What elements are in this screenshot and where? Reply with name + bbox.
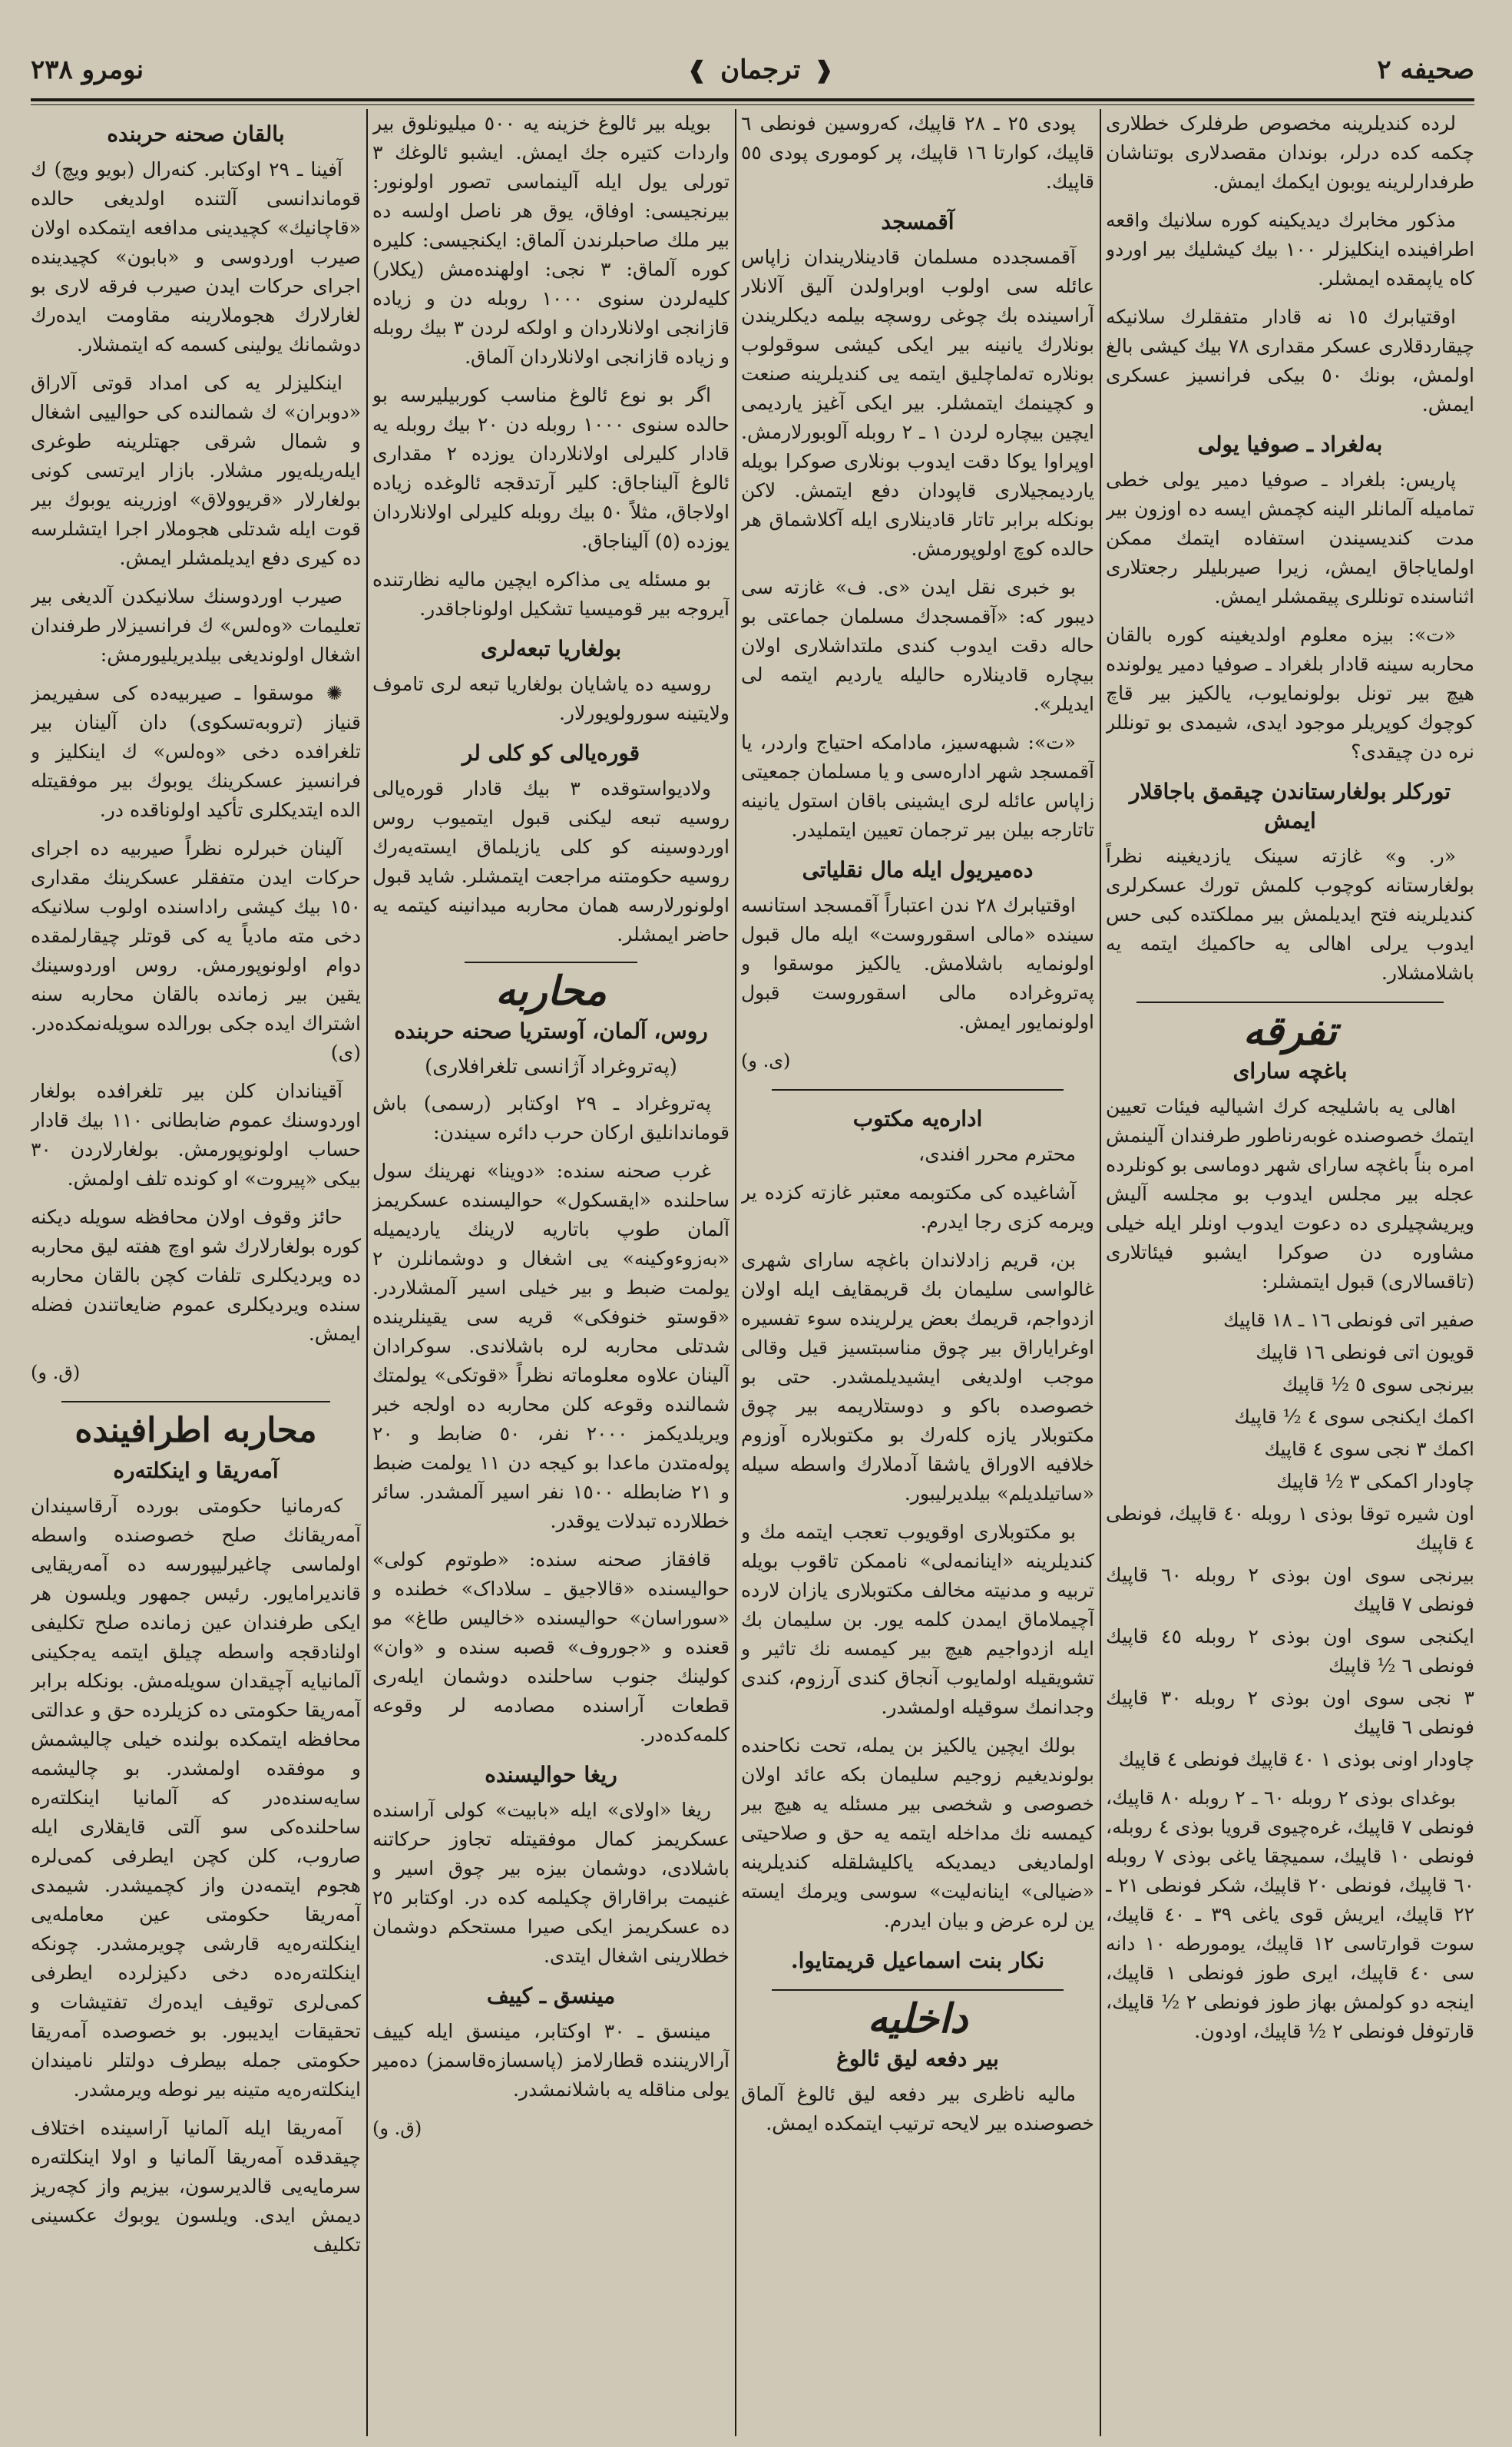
price-item: قویون اتی فونطی ١٦ قاپیك [1256,1341,1474,1363]
section-divider [1136,1002,1444,1003]
article-paragraph: مذکور مخابرك دیدیکینه کوره سلانیك واقعه اطرافینده اینکلیزلر ١٠٠ بیك کیشلیك بیر اوردو کاه یاپمقده ایمشلر. [1106,209,1474,290]
article-paragraph: اوقتیابرك ٢٨ ندن اعتباراً آقمسجد استانسه سینده «مالی اسقوروست» ایله مال قبول اولونمایه باشلامش. یالکیز موسقوا و پەتروغراده مالی اسقوروست قبول اولونمایور ایمش. [741,894,1094,1033]
article-paragraph: کەرمانیا حکومتی بورده آرقاسیندان آمەریقانك صلح خصوصنده واسطه اولماسی چاغیرلیپورسه ده آمەریقایی قاندیرامایور. رئیس جمهور ویلسون هر ایکی طرفندان عین زمانده صلح تکلیفی اولنادقجه واسطه چیلق ایتمه یه‌جکینی آلمانیایه آچیقدان سویله‌مش. بونکله برابر آمەریقا حکومتی ده کزیلرده حق و عدالتی محافظه ایتمکده بولنده خیلی چالیشمش و موفقده اولمشدر. بو چالیشمه سایه‌سنده‌در که آلمانیا اینکلتەره ساحلنده‌کی سو آلتی قایقلاری ایله صاروب، کلن کچن ایطرفی کمی‌لره هجوم ایتمه‌دن واز کچمیشدر. شیمدی آمەریقا حکومتی عین معامله‌یی اینکلتەره‌یه قارشی چویرمشدر. چونکه اینکلتەره‌ده دخی دکیزلرده ایطرفی کمی‌لری توقیف ایدەرك تفتیشات و تحقیقات ایدیبور. بو خصوصده آمەریقا حکومتی جمله بیطرف دولتلر نامیندان اینکلتەره‌یه متینه بیر نوطه ویرمشدر. [31,1495,361,2101]
column-divider [735,109,736,2436]
headline-korean-volunteers: قورەیالی کو کلی لر [462,740,640,766]
article-paragraph: «ر. و» غازته سینک یازدیغینه نظراً بولغارستانه کوچوب کلمش تورك عسکرلری کندیلرینه فتح ایدیلمش بیر مملکتده کبی حس ایدوب یرلی اهالی یه حاکمیك ایتمه یه باشلامشلار. [1106,845,1474,984]
page-header [31,43,1474,97]
header-rule [31,98,1474,101]
article-paragraph: بو مکتوبلاری اوقویوب تعجب ایتمه مك و کندیلرینه «اینانمه‌لی» ناممکن تاقوب بویله تربیه و مدنیته مخالف مکتوبلاری یازان لارده آچیملاماق ایمدن کلمه یور. بن سلیمان بك ایله ازدواجیم هیچ بیر کیمسه نك تاثیر و تشویقیله اولمایوب آنجاق کندی آرزوم، کندی وجدانمك سوقیله اولمشدر. [741,1521,1094,1718]
column-divider [366,109,368,2436]
price-list [1106,1306,1474,1774]
article-paragraph: مالیه ناظری بیر دفعه لیق ئالوغ آلماق خصوصنده بیر لایحه ترتیب ایتمکده ایمش. [741,2083,1094,2134]
price-item: چاودار اکمکی ٣ ½ قاپیك [1276,1470,1474,1492]
article-paragraph: اینکلیزلر یه کی امداد قوتی آلاراق «دوبران» ك شمالنده کی حوالییی اشغال و شمال شرقی جهتلرینه طوغری ایلەریلەیور مشلار. بازار ایرتسی کونی بولغارلار «قریوولاق» اوزرینه یوبوك بیر قوت ایله شدتلی هجوملار اجرا ایتشلرسه ده کیری دفع ایدیلمشلر ایمش. [31,372,361,569]
article-paragraph: پودی ٢٥ ـ ٢٨ قاپیك، کەروسین فونطی ٦ قاپیك، کوارتا ١٦ قاپیك، پر کوموری پودی ٥٥ قاپیك. [741,112,1094,193]
price-item: اکمك ٣ نجی سوی ٤ قاپیك [1264,1438,1474,1460]
article-paragraph: آمەریقا ایله آلمانیا آراسینده اختلاف چیقدقده آمەریقا آلمانیا و اولا اینکلتەره سرمایه‌یی قالدیرسون، بیزیم واز کچەریز دیمش ایدی. ویلسون یوبوك عکسینی تکلیف [31,2117,361,2256]
article-paragraph: اگر بو نوع ئالوغ مناسب کوربیلیرسه بو حالده سنوی ١٠٠٠ روبله دن ٢٠ بیك روبله یه قادار کلیرلی اولانلاردان یوزده ٢ مقداری ئالوغ آلیناجاق: کلیر آرتدقجه ئالوغده زیاده اولاجاق، مثلاً ٥٠ بیك روبله کلیرلی اولانلاردان یوزده (٥) آلیناجاق. [372,384,730,552]
article-paragraph: اوقتیابرك ١٥ نه قادار متفقلرك سلانیکه چیقاردقلاری عسکر مقداری ٧٨ بیك کیشی بالغ اولمش، بونك ٥٠ بیکی فرانسیز عسکری ایمش. [1106,306,1474,416]
article-text: موسقوا ـ صیربیه‌ده کی سفیریمز قنیاز (تروبەتسکوی) دان آلینان بیر تلغرافده دخی «وەلس» ك اینکلیز و فرانسیز عسکرینك یوبوك بیر موفقیتله الده ایتدیکلری تأکید اولوناقده در. [31,682,361,821]
column-4 [31,109,361,2436]
price-item: اکمك ایکنجی سوی ٤ ½ قاپیك [1234,1406,1474,1428]
article-signature: (ق. و) [31,1362,81,1383]
dispatch-source: (پەتروغراد آژانسی تلغرافلاری) [425,1055,677,1078]
price-item: بیرنجی سوی ٥ ½ قاپیك [1282,1373,1474,1396]
column-3 [372,109,730,2436]
masthead [687,55,834,85]
article-paragraph: بولك ایچین یالکیز بن یملە، تحت نکاحنده بولوندیغیم زوجیم سلیمان بکه عائد اولان خصوصی و شخصی بیر مسئله یه هیچ بیر کیمسه نك مداخله ایتمه یه حق و صلاحیتی اولمادیغی دیمدیکه یاکلیشلقله کندیلرینه «ضیالی» اینانه‌لیت» سوسی ویرمك ایسته ین لره عرض و بیان ایدرم. [741,1734,1094,1932]
section-title-war: محاربه [495,968,607,1015]
issue-number: نومرو ٢٣٨ [31,55,144,85]
headline-balkan-front: بالقان صحنه حربنده [107,121,285,147]
headline-around-war: محاربه اطرافینده [74,1411,317,1450]
headline-turks-bulgaria: تورکلر بولغارستاندن چیقمق باجاقلار ایمش [1129,779,1451,833]
article-paragraph: پەتروغراد ـ ٢٩ اوکتابر (رسمی) باش قوماندانلیق ارکان حرب دائره سیندن: [372,1092,730,1144]
column-divider [1100,109,1101,2436]
article-paragraph: «ت»: شبهه‌سیز، مادامکه احتیاج واردر، یا آقمسجد شهر ادارەسی و یا مسلمان جمعیتی زاپاس عائله لری ایشینی باقان استول یانینه تاتارجه بیلن بیر ترجمان تعیین ایتملیدر. [741,731,1094,841]
article-signature: (ق. و) [372,2118,422,2139]
headline-belgrad-sofia: بەلغراد ـ صوفیا یولی [1197,432,1383,457]
headline-railway-freight: دەمیریول ایله مال نقلیاتی [802,857,1034,882]
article-paragraph: آقمسجدده مسلمان قادینلاریندان زاپاس عائله سی اولوب اوبراولدن آلیق آلانلار آراسینده بك چوغی روسچه بیلمه دیکلریندن بونلارك یانینه بیر ایکی کیشی سوقولوب بونلاره تەلماچلیق ایتمه یی کندیلرینه صنعت و کچینمك ایتمشلر. بیر ایکی آغیز یاردیمی ایچین بیچاره لردن ١ ـ ٢ روبله آلوبورلارمش. اوپراوا یوکا دقت ایدوب بونلاری صوکرا بویله یاردیمجیلاری قاپودان دفع ایتمش. لاکن بونکله برابر تاتار قادینلاری ایله آکلاشماق هر حالده کوچ اولوپورمش. [741,246,1094,560]
headline-war-front: روس، آلمان، آوستریا صحنه حربنده [394,1018,708,1044]
ornament-left-icon: ❰ [687,56,707,84]
article-paragraph: غرب صحنه سنده: «دوینا» نهرینك سول ساحلنده «ایقسکول» حوالیسنده عسکریمز آلمان طوپ باتاریه لارینك یاردیمیله «بەزوءوکینه» یی اشغال و دوشمانلرن ٢ یولمت ضبط و بیر خیلی اسیر آلمشلاردر. «قوستو خنوفکی» قریه سی یقینلرینده شدتلی محاربه لره باشلاندی. سوکرادان آلینان علاوه معلوماته نظراً «قوتکی» یولمتك شمالنده وقوعه کلن محاربه ده اولجه خبر ویریلدیکمز ٢٠٠٠ نفر، ٥٠ ضابط و ٢٠ پولەمتدن ماعدا بو کیجه دن ١١ یولمت ضبط و ٢١ ضابطله ١٥٠٠ نفر اسیر آلمشدر. سائر خطلارده تبدلات یوقدر. [372,1160,730,1532]
headline-bagchesaray: باغچه سارای [1232,1058,1348,1084]
article-paragraph: بن، قریم زادلاندان باغچه سارای شهری غالواسی سلیمان بك قریمقایف ایله اولان ازدواجم، قریمك بعض یرلرینده سوء تفسیره اوغرایاراق بیر چوق مناسبتسیز قیل وقالی موجب اولدیغی ایشیدیلمشدر. حتی بو خصوصده باکو و دوستلاریمه بیر چوق مکتوبلار یازه کلەرك بو مکتوبلاره آوزوم خلافیه الاوراق یاشقا آدملارك واسطه سیله «ساتیلدیلم» بیلدیرلیبور. [741,1249,1094,1505]
article-paragraph [31,679,361,825]
headline-aqmesjid: آقمسجد [881,209,955,234]
article-paragraph: روسیه ده یاشایان بولغاریا تبعه لری تاموف ولایتینه سورولویورلار. [372,673,730,724]
section-divider [61,1401,330,1402]
article-paragraph: لرده کندیلرینه مخصوص طرفلرک خطلاری چکمه کده درلر، بوندان مقصدلاری بوتناشان طرفدارلرینه یوبون ایکمك ایمش. [1106,112,1474,193]
article-paragraph: بویله بیر ئالوغ خزینه یه ٥٠٠ میلیونلوق بیر واردات کتیره جك ایمش. ایشبو ئالوغك ٣ تورلی یول ایله آلینماسی تصور اولونور: بیرنجیسی: اوفاق، یوق هر ناصل اولسه ده بیر ملك صاحبلرندن آلماق: ایکنجیسی: کلیره کوره آلماق: ٣ نجی: اولهندەمش (یکلار) کلیەلردن سنوی ١٠٠٠ روبله دن و زیاده قازانجی اولانلاردان و اولکه لردن ٣ بیك روبله و زیاده قازانجی اولانلاردان آلماق. [372,112,730,368]
article-paragraph: آقیناندان کلن بیر تلغرافده بولغار اوردوسنك عموم ضابطانی ١١٠ بیك قادار حساب اولونوپورمش. بولغارلاردن ٣٠ بیکی «پیروت» او کونده تلف اولمش. [31,1080,361,1190]
letter-greeting: محترم محرر افندی، [918,1143,1076,1165]
article-paragraph: حائز وقوف اولان محافظه سویله دیکنه کوره بولغارلارك شو اوچ هفته لیق محاربه ده ویردیکلری تلفات کچن بالقان محاربه سنده ویردیکلری عموم ضایعاتندن فضله ایمش. [31,1206,361,1345]
article-paragraph: ریغا «اولای» ایله «بابیت» کولی آراسنده عسکریمز کمال موفقیتله تجاوز حرکاتنه باشلادی، دوشمان بیزه بیر چوق اسیر و غنیمت براقاراق چکیلمه کده در. اوکتابر ٢٥ ده عسکریمز ایکی صیرا مستحکم دوشمان خطلارینی اشغال ایتدی. [372,1799,730,1967]
section-divider [465,962,637,963]
headline-minsk-kiev: مینسق ـ کییف [486,1983,616,2008]
headline-one-time-tax: بیر دفعه لیق ئالوغ [836,2046,999,2071]
article-paragraph: ولادیواستوقده ٣ بیك قادار قورەیالی روسیه تبعه لیکنی قبول ایتمیوب روس اوردوسینه کو کلی یازیلماق ایستەیەرك روسیه حکومتنه مراجعت ایتمشلر. شاید قبول اولونورلارسه همان محاربه میدانینه کیتمه یه حاضر ایمشلر. [372,777,730,945]
article-paragraph: اهالی یه باشلیجه کرك اشیالیه فیئات تعیین ایتمك خصوصنده غوبەرناطور طرفندان آلینمش امره بناً باغچه سارای شهر دوماسی بو کونلرده عجله بیر مجلس ایدوب بو مجلسه آلیش ویریشچیلری ده دعوت ایدوب اونلر ایله خیلی مشاوره دن صوکرا ایشبو فیئاتلاری (تاقسالاری) قبول ایتمشلر: [1106,1095,1474,1293]
article-paragraph: مینسق ـ ٣٠ اوکتابر، مینسق ایله کییف آرالاریننده قطارلامز (پاسسازه‌قاسمز) دەمیر یولی مناقله یه باشلانمشدر. [372,2020,730,2101]
headline-america-england: آمەریقا و اینکلتەره [113,1458,279,1483]
article-paragraph: قافقاز صحنه سنده: «طوتوم کولی» حوالیسنده «قالاجیق ـ سلاداک» خطنده و «سوراسان» حوالیسنده «خالیس طاغ» مو قعنده و «جوروف» قصبه سنده و «وان» کولینك جنوب ساحلنده دوشمان ایلەری قطعات آراسنده مصادمه لر وقوعه کلمه‌کدەدر. [372,1548,730,1746]
price-item: ٣ نجی سوی اون بوذی ٢ روبله ٣٠ قاپیك فونطی ٦ قاپیك [1106,1687,1474,1738]
article-paragraph: «ت»: بیزه معلوم اولدیغینه کوره بالقان محاربه سینه قادار بلغراد ـ صوفیا دمیر یولونده هیچ بیر تونل بولونمایوب، یالکیز بیر قاچ کوچوك کوپریلر موجود ایدی، شیمدی بو تونللر نره دن چیقدی؟ [1106,624,1474,763]
header-rule-thin [31,104,1474,105]
letter-signature: نکار بنت اسماعیل قریمتایوا. [790,1948,1045,1973]
article-signature: (ی. و) [741,1050,791,1071]
page-number: صحیفه ٢ [1377,55,1474,85]
newspaper-name: ترجمان [720,55,801,85]
section-divider [772,1989,1064,1991]
price-item: بیرنجی سوی اون بوذی ٢ روبله ٦٠ قاپیك فونطی ٧ قاپیك [1106,1564,1474,1615]
article-paragraph: بوغدای بوذی ٢ روبله ٦٠ ـ ٢ روبله ٨٠ قاپیك، فونطی ٧ قاپیك، غرەچیوی قرویا بوذی ٤ روبله، فونطی ١٠ قاپیك، سمیچقا یاغی بوذی ٧ روبله ٦٠ قاپیك، فونطی ٢٠ قاپیك، شکر فونطی ٢١ ـ ٢٢ قاپیك، ایریش قوی یاغی ٣٩ ـ ٤٠ قاپیك، سوت قوارتاسی ١٢ قاپیك، یومورطه ١٠ دانه سی ٤٠ قاپیك، ایری طوز فونطی ١ قاپیك، اینجه دو کولمش بهاز طوز فونطی ٢ ½ قاپیك، قارتوفل فونطی ٢ ½ قاپیك، اودون. [1106,1786,1474,2042]
headline-riga: ریغا حوالیسنده [485,1762,617,1787]
price-item: چاودار اونی بوذی ١ ٤٠ قاپیك فونطی ٤ قاپیك [1118,1748,1474,1770]
section-divider [772,1089,1064,1091]
article-paragraph: بو مسئله یی مذاکره ایچین مالیه نظارتنده آیروجه بیر قومیسیا تشکیل اولوناجاقدر. [372,568,730,620]
ornament-right-icon: ❱ [814,56,834,84]
column-1 [1106,109,1474,2436]
headline-letter-to-editor: اداره‌یه مکتوب [852,1106,983,1131]
column-2 [741,109,1094,2436]
price-item: ایکنجی سوی اون بوذی ٢ روبله ٤٥ قاپیك فونطی ٦ ½ قاپیك [1106,1625,1474,1677]
article-paragraph: بو خبری نقل ایدن «ی. ف» غازته سی دیبور که: «آقمسجدك مسلمان جماعتی بو حاله دقت ایدوب کندی ملتداشلاری اولان بیچاره قادینلاره حالیله یاردیم ایتمه لی ایدیلر». [741,576,1094,715]
section-title-tafriqa: تفرقه [1242,1008,1338,1055]
section-title-dahiliye: داخلیه [867,1995,968,2042]
article-paragraph: آفینا ـ ٢٩ اوکتابر. کنەرال (بویو ویچ) ك قوماندانسی آلتنده اولدیغی حالده «قاچانیك» کچیدینی مدافعه ایتمکده اولان صیرب اوردوسی و «بابون» کچیدینده اجرای حرکات ایدن صیرب فرقه لاری بو لغارلارك هجوملارینه مقاومت ایدەرك دوشمانك یولینی کسمه که ایتمشلار. [31,158,361,356]
headline-bulgarian-subjects: بولغاریا تبعه‌لری [480,636,622,661]
sun-dispatch-icon: ✺ [313,682,342,704]
article-paragraph: آلینان خبرلره نظراً صیربیه ده اجرای حرکات ایدن متفقلر عسکرینك مقداری ١٥٠ بیك کیشی راداسنده اولوب سلانیکه دخی مته مادیاً یه کی قوتلر چیقارلمقده دوام اولونوپورمش. روس اوردوسینك یقین بیر زمانده بالقان محاربه سنه اشتراك ایده جکی بورالده سویلەنمکدەدر. (ی) [31,837,361,1064]
article-paragraph: صیرب اوردوسنك سلانیکدن آلدیغی بیر تعلیمات «وەلس» ك فرانسیزلار طرفندان اشغال اولوندیغی بیلدیریلیورمش: [31,585,361,666]
price-item: صفیر اتی فونطی ١٦ ـ ١٨ قاپیك [1223,1309,1474,1331]
price-item: اون شیره توقا بوذی ١ روبله ٤٠ قاپیك، فونطی ٤ قاپیك [1106,1502,1474,1554]
article-paragraph: آشاغیده کی مکتوبمه معتبر غازته کزده یر ویرمه کزی رجا ایدرم. [741,1181,1094,1233]
article-paragraph: پاریس: بلغراد ـ صوفیا دمیر یولی خطی تمامیله آلمانلر الینه کچمش ایسه ده اوزون بیر مدت کندیسیندن استفاده ایتمك ممکن اولمایاجاق ایمش، زیرا صیربلیلر رجعتلاری اثناسنده تونللری پیقمشلر ایمش. [1106,469,1474,608]
